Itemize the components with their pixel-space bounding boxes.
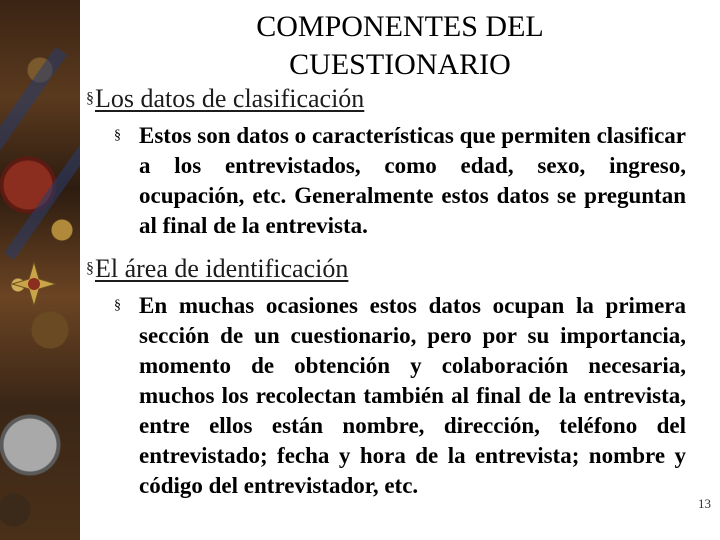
item-bullet: §	[114, 298, 121, 313]
decorative-side-image	[0, 0, 80, 540]
section-heading-label: Los datos de clasificación	[95, 84, 365, 113]
bullet-paragraph-identificacion	[114, 291, 686, 501]
page-number: 13	[698, 496, 711, 511]
section-heading-clasificacion	[86, 84, 364, 114]
medal-cross-icon	[12, 262, 56, 306]
item-bullet: §	[114, 128, 121, 143]
section-heading-label: El área de identificación	[95, 254, 349, 283]
section-heading-identificacion	[86, 254, 348, 284]
title-line-2: CUESTIONARIO	[289, 48, 511, 81]
slide-title	[200, 8, 600, 84]
bullet-paragraph-clasificacion	[114, 121, 686, 241]
section-bullet: §	[86, 90, 94, 107]
title-line-1: COMPONENTES DEL	[256, 10, 544, 43]
section-bullet: §	[86, 260, 94, 277]
bullet-text: Estos son datos o características que permiten clasificar a los entrevistados, como edad, sexo, ingreso, ocupación, etc. Generalmente estos datos se preguntan al final de la entrevista.	[139, 123, 686, 238]
bullet-text: En muchas ocasiones estos datos ocupan la primera sección de un cuestionario, pero por su importancia, momento de obtención y colaboración necesaria, muchos los recolectan también al final de la entrevista, entre ellos están nombre, dirección, teléfono del entrevistado; fecha y hora de la entrevista; nombre y código del entrevistador, etc.	[139, 293, 686, 498]
